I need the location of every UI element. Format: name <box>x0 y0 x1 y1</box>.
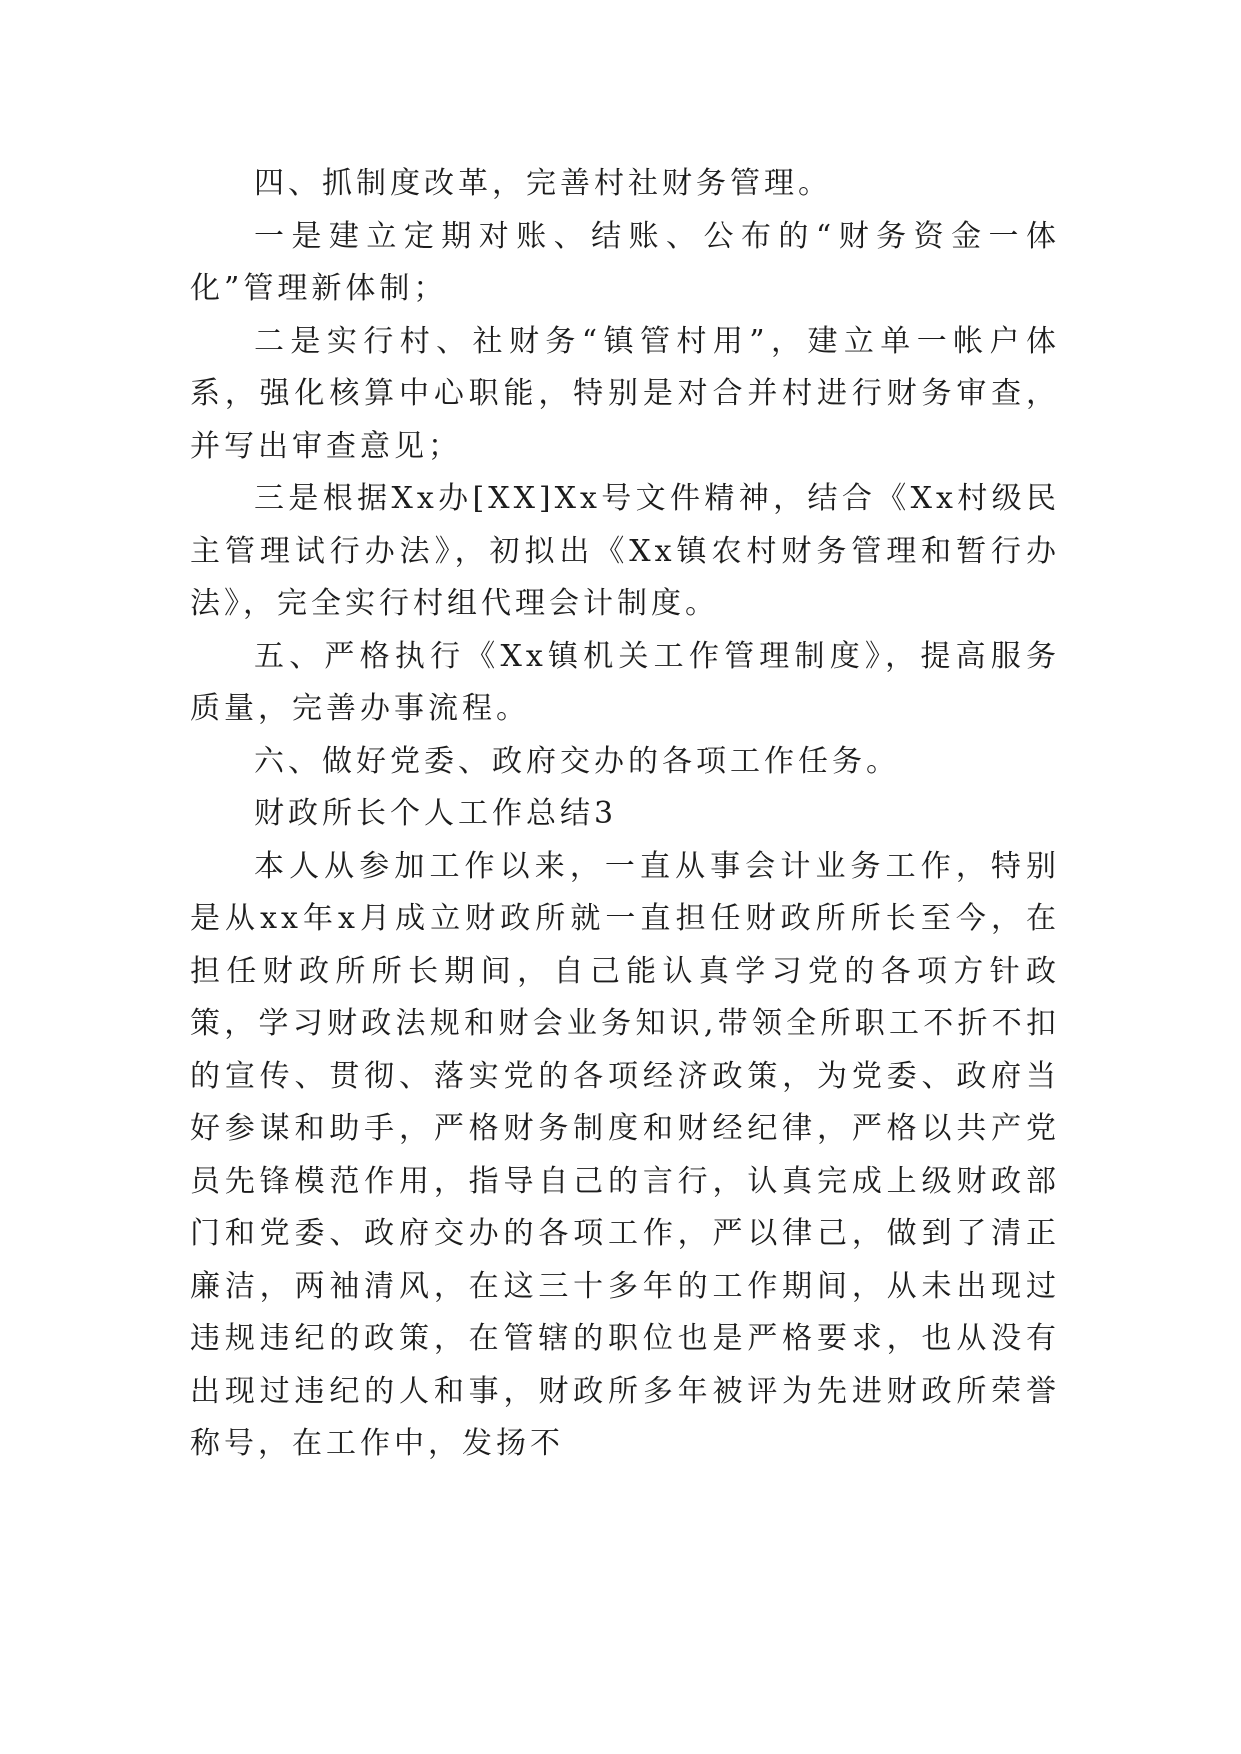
summary-body-paragraph: 本人从参加工作以来，一直从事会计业务工作，特别是从xx年x月成立财政所就一直担任财政所所长至今，在担任财政所所长期间，自己能认真学习党的各项方针政策，学习财政法规和财会业务知识,带领全所职工不折不扣的宣传、贯彻、落实党的各项经济政策，为党委、政府当好参谋和助手，严格财务制度和财经纪律，严格以共产党员先锋模范作用，指导自己的言行，认真完成上级财政部门和党委、政府交办的各项工作，严以律己，做到了清正廉洁，两袖清风，在这三十多年的工作期间，从未出现过违规违纪的政策，在管辖的职位也是严格要求，也从没有出现过违纪的人和事，财政所多年被评为先进财政所荣誉称号，在工作中，发扬不 <box>190 848 1060 1461</box>
section-heading-4: 四、抓制度改革，完善村社财务管理。 <box>254 166 832 201</box>
summary-title: 财政所长个人工作总结3 <box>254 796 618 831</box>
document-body <box>190 158 1060 1471</box>
paragraph-item-3: 三是根据Xx办[XX]Xx号文件精神，结合《Xx村级民主管理试行办法》，初拟出《Xx镇农村财务管理和暂行办法》，完全实行村组代理会计制度。 <box>190 481 1060 621</box>
section-heading-6: 六、做好党委、政府交办的各项工作任务。 <box>254 743 900 779</box>
paragraph-item-2: 二是实行村、社财务“镇管村用”，建立单一帐户体系，强化核算中心职能，特别是对合并村进行财务审查，并写出审查意见； <box>190 323 1060 464</box>
paragraph-item-1: 一是建立定期对账、结账、公布的“财务资金一体化”管理新体制； <box>190 218 1060 306</box>
section-heading-5: 五、严格执行《Xx镇机关工作管理制度》，提高服务质量，完善办事流程。 <box>190 638 1060 726</box>
